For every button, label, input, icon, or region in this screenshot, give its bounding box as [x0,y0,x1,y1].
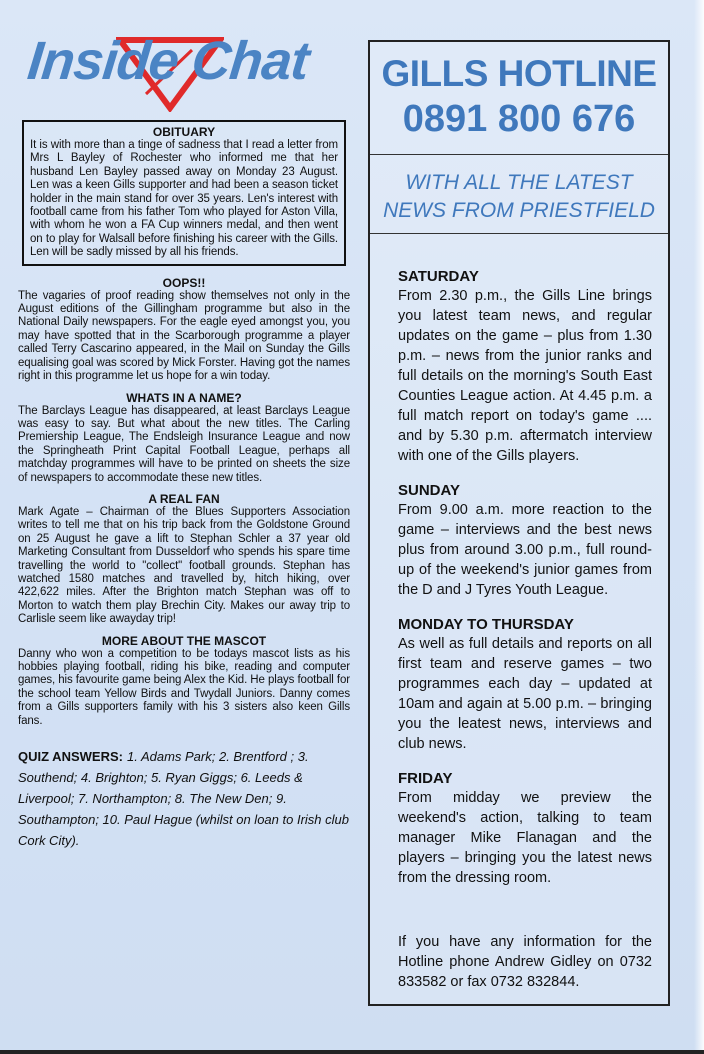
logo-text: Inside Chat [24,31,312,91]
inside-chat-logo [18,28,350,108]
mascot-title: MORE ABOUT THE MASCOT [101,633,267,648]
oops-section [18,276,350,384]
whats-in-a-name-title: WHATS IN A NAME? [126,390,242,405]
real-fan-title: A REAL FAN [148,491,220,506]
monday-to-thursday-title: MONDAY TO THURSDAY [398,616,574,633]
hotline-tagline: WITH ALL THE LATEST NEWS FROM PRIESTFIELD [383,171,655,222]
quiz-answers [18,746,350,851]
page-edge [694,0,704,1054]
mascot-section [18,634,350,728]
quiz-answers-text: 1. Adams Park; 2. Brentford ; 3. Southend; 4. Brighton; 5. Ryan Giggs; 6. Leeds & Liverpool; 7. Northampton; 8. The New Den; 9. Southampton; 10. Paul Hague (whilst on loan to Irish club Cork City). [18,749,349,849]
whats-in-a-name-body: The Barclays League has disappeared, at least Barclays League was easy to say. But what about the new titles. The Carling Premiership League, The Endsleigh Insurance League and now the Springheath Print Capital Football League, perhaps all matchday programmes will have to be printed on sheets the size of newspapers to accommodate these new titles. [18,404,350,484]
obituary-box [22,120,346,266]
hotline-contact: If you have any information for the Hotline phone Andrew Gidley on 0732 833582 or fax 0732 832844. [398,934,652,990]
friday-title: FRIDAY [398,770,453,787]
obituary-title: OBITUARY [152,125,216,139]
gills-hotline-box [368,40,670,1006]
saturday-title: SATURDAY [398,268,479,285]
whats-in-a-name-section [18,391,350,485]
page-bottom-edge [0,1050,704,1054]
mascot-body: Danny who won a competition to be todays mascot lists as his hobbies playing football, riding his bike, reading and computer games, his favourite game being Alex the Kid. He plays football for the school team Yellow Birds and Twydall Juniors. Danny comes from a Gills supporters family with his 3 sisters also keen Gills fans. [18,647,350,727]
real-fan-section [18,492,350,627]
saturday-body: From 2.30 p.m., the Gills Line brings you latest team news, and regular updates on the game – plus from 1.30 p.m. – news from the junior ranks and full details on the morning's South East Counties League action. At 4.45 p.m. a full match report on today's game .... and by 5.30 p.m. aftermatch interview with one of the Gills players. [398,288,652,464]
oops-title: OOPS!! [162,275,206,290]
hotline-title: GILLS HOTLINE [381,53,657,94]
quiz-answers-label: QUIZ ANSWERS: [18,749,123,765]
obituary-body: It is with more than a tinge of sadness that I read a letter from Mrs L Bayley of Rochester who informed me that her husband Len Bayley passed away on Monday 23 August. Len was a keen Gills supporter and had been a season ticket holder in the main stand for over 35 years. Len's interest with football came from his father Tom who played for Aston Villa, with whom he won a FA Cup winners medal, and then went on to play for Walsall before finishing his career with the Gills. Len will be sadly missed by all his friends. [30,139,338,259]
oops-body: The vagaries of proof reading show themselves not only in the August editions of the Gillingham programme but also in the National Daily newspapers. For the eagle eyed amongst you, you may have spotted that in the Scarborough programme a player called Terry Cascarino appeared, in the Mail on Sunday the Gills equalising goal was scored by Mick Forster. Having got the names right in this programme let us hope for a win today. [18,289,350,383]
sunday-body: From 9.00 a.m. more reaction to the game – interviews and the best news plus from around 3.00 p.m., full round-up of the weekend's junior games from the D and J Tyres Youth League. [398,502,652,598]
inside-chat-column [18,28,350,851]
hotline-number: 0891 800 676 [402,98,636,140]
real-fan-body: Mark Agate – Chairman of the Blues Supporters Association writes to tell me that on his trip back from the Goldstone Ground on 25 August he gave a lift to Stephan Schler a 37 year old Marketing Consultant from Dusseldorf who spends his spare time travelling the world to "collect" football grounds. Stephan has watched 1580 matches and travelled by, hitch hiking, over 422,622 miles. After the Brighton match Stephan was off to Morton to watch them play Brechin City. Makes our away trip to Carlisle seem like awayday trip! [18,505,350,626]
sunday-title: SUNDAY [398,482,460,499]
friday-body: From midday we preview the weekend's action, talking to team manager Mike Flanagan and the players – bringing you the latest news from the dressing room. [398,790,652,886]
monday-to-thursday-body: As well as full details and reports on all first team and reserve games – two programmes each day – updated at 10am and again at 5.00 p.m. – bringing you the leatest news, interviews and club news. [398,636,652,752]
hotline-schedule [370,234,668,888]
